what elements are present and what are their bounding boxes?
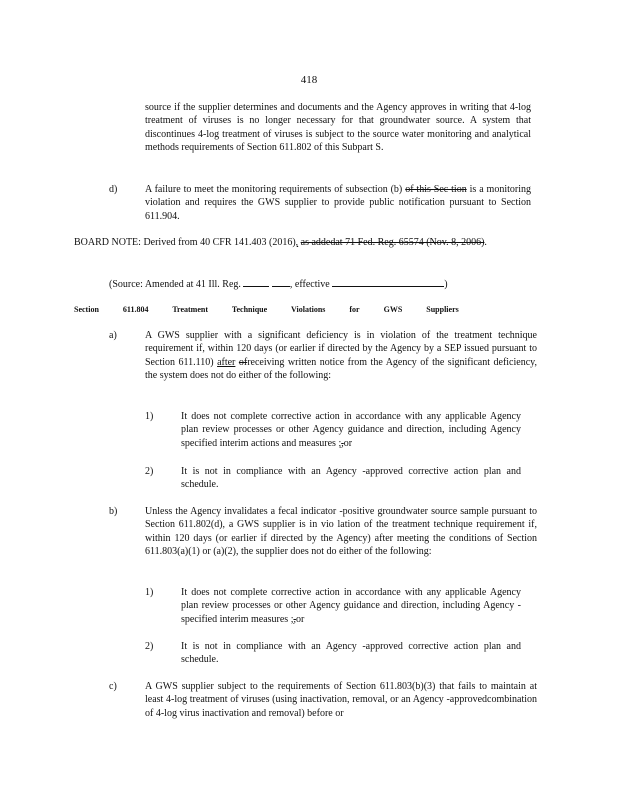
page-number: 418	[300, 74, 318, 86]
item-a-2-text: It is not in compliance with an Agency -approved corrective action plan and schedule.	[181, 466, 521, 491]
source-text-a: (Source: Amended at 41 Ill. Reg.	[109, 279, 241, 290]
item-c-label: c)	[109, 681, 117, 692]
item-b-2-text: It is not in compliance with an Agency -approved corrective action plan and schedule.	[181, 641, 521, 666]
item-a-1-text: It does not complete corrective action in accordance with any applicable Agency plan review processes or other Agency guidance and direction, including Agency specified interim actions and measures	[181, 411, 521, 449]
item-d-label: d)	[109, 184, 118, 195]
section-title-word-6: Suppliers	[426, 305, 459, 314]
item-a-1-or: or	[343, 437, 353, 449]
intro-paragraph: source if the supplier determines and documents and the Agency approves in writing that 4-log treatment of viruses is no longer necessary for that groundwater source. A system that discontinues 4-log treatment of viruses is subject to the source water monitoring and analytical methods requirements of Section 611.802 of this Subpart S.	[145, 102, 531, 154]
item-a-struck-word: of	[238, 356, 248, 368]
register-volume-blank	[243, 277, 269, 287]
item-d-text-a: A failure to meet the monitoring requirements of subsection (b)	[145, 184, 403, 195]
register-page-blank	[272, 277, 290, 287]
item-a-1-semicolon: ;	[338, 437, 342, 449]
item-a-text-b: receiving written notice from the Agency of the significant deficiency, the system does not do either of the following:	[145, 356, 537, 382]
section-title-word-2: Technique	[231, 305, 268, 314]
section-title-word-5: GWS	[383, 305, 403, 314]
item-c-paragraph: A GWS supplier subject to the requirements of Section 611.803(b)(3) that fails to maintain at least 4-log treatment of viruses (using inactivation, removal, or an Agency -approvedcombination of 4-log virus inactivation and removal) before or	[145, 681, 537, 719]
item-d-struck-text: of this Sec tion	[405, 184, 467, 195]
item-b-1-label: 1)	[145, 587, 154, 598]
item-b-1-text: It does not complete corrective action in accordance with any applicable Agency plan review processes or other Agency guidance and direction, including Agency -specified interim measures	[181, 587, 521, 625]
section-word: Section	[74, 305, 99, 314]
item-a-label: a)	[109, 330, 117, 341]
board-note-inserted-comma: ,	[295, 237, 299, 248]
item-a-text-a: A GWS supplier with a significant deficiency is in violation of the treatment technique requirement if, within 120 days (or earlier if directed by the Agency by a SEP issued pursuant to Section 611.110)	[145, 330, 537, 368]
board-note-period: .	[484, 237, 487, 248]
source-text-c: )	[444, 279, 448, 290]
item-a-paragraph	[145, 329, 537, 383]
item-d-text-b: is a monitoring violation and requires the GWS supplier to provide public notification pursuant to Section 611.904.	[145, 184, 532, 222]
item-b-1-paragraph	[181, 586, 521, 626]
item-d-paragraph	[145, 183, 531, 223]
section-title-word-1: Treatment	[172, 305, 209, 314]
item-a-1-struck-comma: ,	[341, 437, 344, 449]
item-b-paragraph: Unless the Agency invalidates a fecal indicator -positive groundwater source sample pursuant to Section 611.802(d), a GWS supplier is in vio lation of the treatment technique requirement if, within 120 days (or earlier if directed by the Agency) after meeting the conditions of Section 611.803(a)(1) or (a)(2), the supplier does not do either of the following:	[145, 506, 537, 558]
section-number: 611.804	[122, 305, 149, 314]
section-heading	[74, 305, 481, 314]
item-b-label: b)	[109, 506, 118, 517]
section-title-word-4: for	[349, 305, 360, 314]
item-b-2-label: 2)	[145, 641, 154, 652]
board-note-text: BOARD NOTE: Derived from 40 CFR 141.403 (2016)	[74, 237, 296, 248]
item-b-1-struck-comma: ,	[293, 613, 296, 625]
board-note	[74, 236, 532, 249]
item-a-inserted-word: after	[217, 356, 236, 368]
item-b-1-or: or	[295, 613, 305, 625]
source-text-b: , effective	[289, 279, 330, 290]
item-a-1-paragraph	[181, 410, 521, 450]
item-b-1-semicolon: ;	[290, 613, 294, 625]
source-note	[109, 277, 529, 291]
item-a-1-label: 1)	[145, 411, 154, 422]
item-a-2-label: 2)	[145, 466, 154, 477]
section-title-word-3: Violations	[291, 305, 326, 314]
board-note-struck-text: as addedat 71 Fed. Reg. 65574 (Nov. 8, 2006)	[300, 237, 485, 248]
effective-date-blank	[332, 277, 444, 287]
